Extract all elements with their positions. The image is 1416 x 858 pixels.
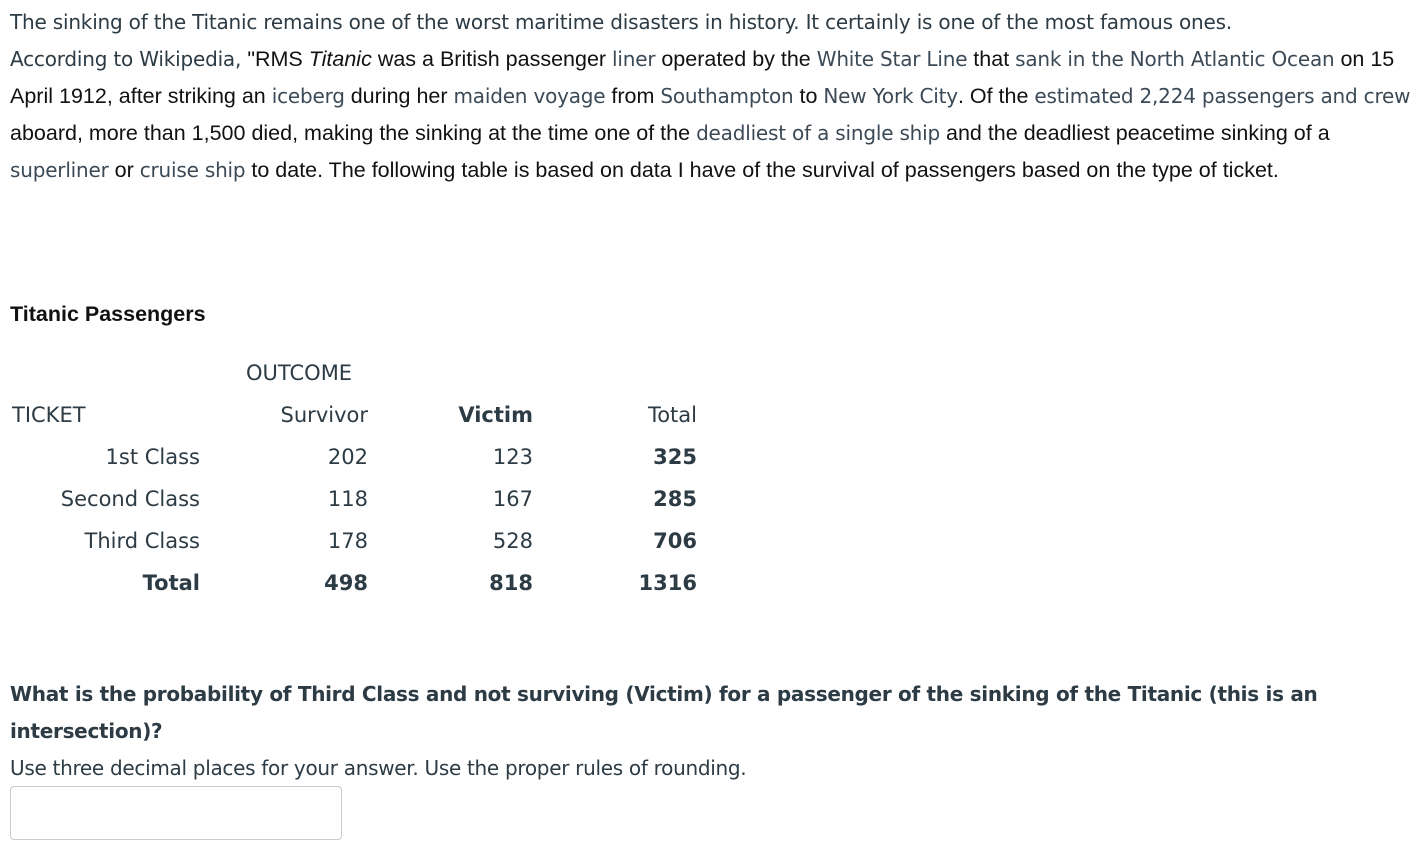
intro-text: . Of the — [957, 84, 1035, 108]
intro-paragraph — [10, 4, 1414, 189]
question-line-2: Use three decimal places for your answer. Use the proper rules of rounding. — [10, 756, 747, 780]
intro-text: "RMS — [247, 47, 309, 71]
answer-input[interactable] — [10, 786, 342, 840]
outcome-header: OUTCOME — [246, 361, 353, 385]
column-header-victim: Victim — [458, 403, 533, 427]
intro-italic-titanic: Titanic — [308, 47, 372, 71]
cell-second-victim: 167 — [492, 487, 533, 511]
intro-text: that — [967, 47, 1016, 71]
intro-text: to — [793, 84, 824, 108]
cell-1st-total: 325 — [653, 445, 697, 469]
cell-third-total: 706 — [653, 529, 697, 553]
column-header-total: Total — [647, 403, 697, 427]
link-cruise-ship[interactable]: cruise ship — [139, 158, 246, 182]
question-line-1: What is the probability of Third Class and not surviving (Victim) for a passenger of the sinking of the Titanic (this is an intersection)? — [10, 682, 1318, 743]
row-label-1st-class: 1st Class — [105, 445, 200, 469]
intro-text: and the deadliest peacetime sinking of a — [940, 121, 1330, 145]
cell-1st-victim: 123 — [492, 445, 533, 469]
cell-total-victim: 818 — [489, 571, 533, 595]
link-estimated-passengers[interactable]: estimated 2,224 passengers and crew — [1034, 84, 1411, 108]
cell-second-total: 285 — [653, 487, 697, 511]
intro-text: during her — [344, 84, 454, 108]
cell-second-survivor: 118 — [327, 487, 368, 511]
intro-text: According to Wikipedia, — [10, 47, 248, 71]
row-label-third-class: Third Class — [84, 529, 200, 553]
intro-text: from — [605, 84, 661, 108]
link-deadliest[interactable]: deadliest of a single ship — [696, 121, 941, 145]
column-header-survivor: Survivor — [280, 403, 368, 427]
question-text — [10, 676, 1414, 787]
link-southampton[interactable]: Southampton — [660, 84, 794, 108]
row-label-second-class: Second Class — [60, 487, 200, 511]
intro-sentence-1: The sinking of the Titanic remains one of the worst maritime disasters in history. It certainly is one of the most famous ones. — [10, 10, 1233, 34]
intro-text: to date. The following table is based on data I have of the survival of passengers based on the type of ticket. — [245, 158, 1279, 182]
intro-text: on 15 April 1912, after striking an — [10, 47, 1395, 108]
link-liner[interactable]: liner — [612, 47, 656, 71]
intro-text: operated by the — [655, 47, 817, 71]
cell-grand-total: 1316 — [638, 571, 697, 595]
link-maiden-voyage[interactable]: maiden voyage — [453, 84, 606, 108]
intro-text: aboard, more than 1,500 died, making the sinking at the time one of the — [10, 121, 697, 145]
cell-third-survivor: 178 — [327, 529, 368, 553]
link-sank[interactable]: sank in the North Atlantic Ocean — [1015, 47, 1335, 71]
link-white-star-line[interactable]: White Star Line — [816, 47, 968, 71]
ticket-header: TICKET — [12, 403, 86, 427]
intro-text: was a British passenger — [371, 47, 613, 71]
cell-1st-survivor: 202 — [327, 445, 368, 469]
link-new-york-city[interactable]: New York City — [823, 84, 958, 108]
intro-text: or — [108, 158, 140, 182]
row-label-total: Total — [142, 571, 200, 595]
cell-third-victim: 528 — [492, 529, 533, 553]
table-title: Titanic Passengers — [10, 302, 206, 326]
link-superliner[interactable]: superliner — [10, 158, 109, 182]
link-iceberg[interactable]: iceberg — [271, 84, 345, 108]
cell-total-survivor: 498 — [324, 571, 368, 595]
